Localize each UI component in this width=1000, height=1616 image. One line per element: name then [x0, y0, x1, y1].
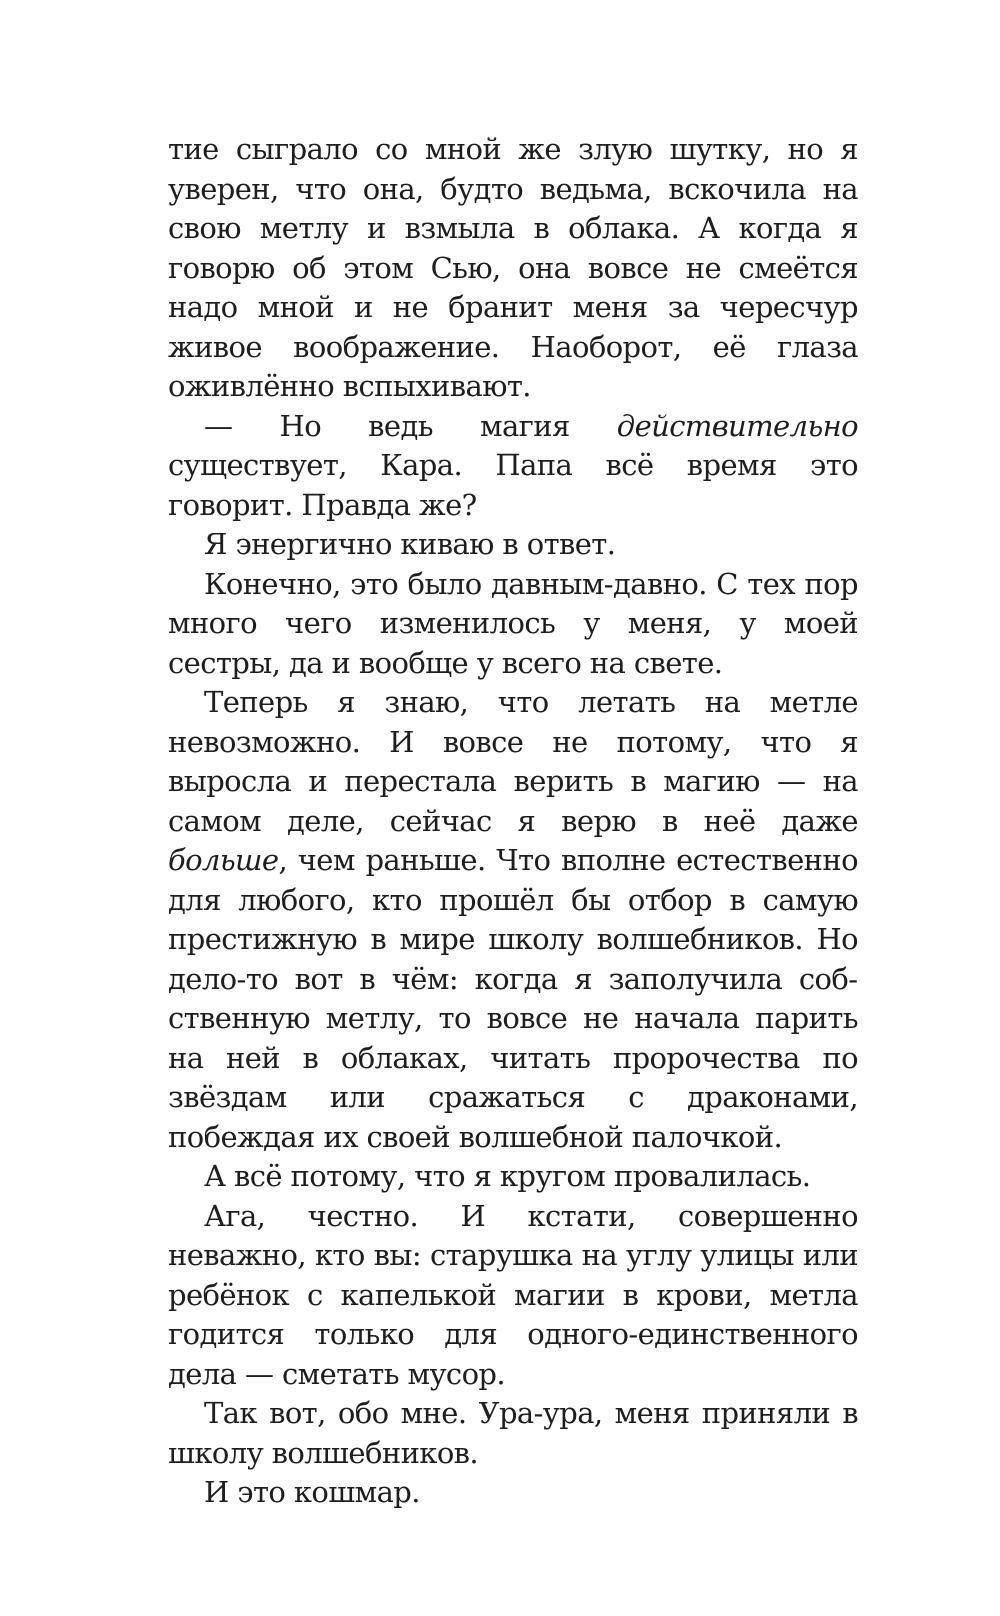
paragraph-text: Теперь я знаю, что летать на метле невозможно. И вовсе не потому, что я выросла и перестала верить в магию — на самом деле, сейчас я верю в неё даже	[168, 685, 858, 838]
paragraph-2	[168, 407, 858, 526]
paragraph-text: Я энергично киваю в ответ.	[204, 527, 616, 561]
paragraph-8	[168, 1394, 858, 1473]
paragraph-1	[168, 130, 858, 407]
paragraph-text: тие сыграло со мной же злую шутку, но я уверен, что она, будто ведьма, вскочила на свою метлу и взмыла в облака. А когда я говорю об этом Сью, она вовсе не смеётся надо мной и не бранит меня за чересчур живое воображение. Наоборот, её глаза оживлённо вспыхивают.	[168, 132, 858, 403]
paragraph-9	[168, 1473, 858, 1513]
paragraph-text: Так вот, обо мне. Ура-ура, меня приняли в школу волшебников.	[168, 1396, 858, 1470]
paragraph-text: , чем раньше. Что вполне естественно для любого, кто прошёл бы отбор в самую престижную в мире школу волшебников. Но дело-то вот в чём: когда я заполучила собственную метлу, то вовсе не начала парить на ней в облаках, читать пророчества по звёздам или сражаться с драконами, побеждая их своей волшебной палочкой.	[168, 843, 858, 1154]
paragraph-text: Конечно, это было давным-давно. С тех пор много чего изменилось у меня, у моей сестры, да и вообще у всего на свете.	[168, 566, 858, 680]
paragraph-text: Ага, честно. И кстати, совершенно неважно, кто вы: старушка на углу улицы или ребёнок с капелькой магии в крови, метла годится только для одного-единственного дела — сметать мусор.	[168, 1198, 858, 1391]
paragraph-text: — Но ведь магия	[204, 408, 617, 443]
paragraph-5	[168, 683, 858, 1157]
paragraph-text: И это кошмар.	[204, 1475, 420, 1509]
paragraph-4	[168, 565, 858, 684]
italic-emphasis: действительно	[616, 408, 858, 443]
paragraph-text: А всё потому, что я кругом провалилась.	[204, 1159, 811, 1193]
paragraph-3	[168, 525, 858, 565]
paragraph-text: существует, Кара. Папа всё время это говорит. Правда же?	[168, 448, 858, 522]
italic-emphasis: больше	[168, 843, 279, 877]
page-body-text	[168, 130, 858, 1513]
paragraph-7	[168, 1197, 858, 1395]
paragraph-6	[168, 1157, 858, 1197]
